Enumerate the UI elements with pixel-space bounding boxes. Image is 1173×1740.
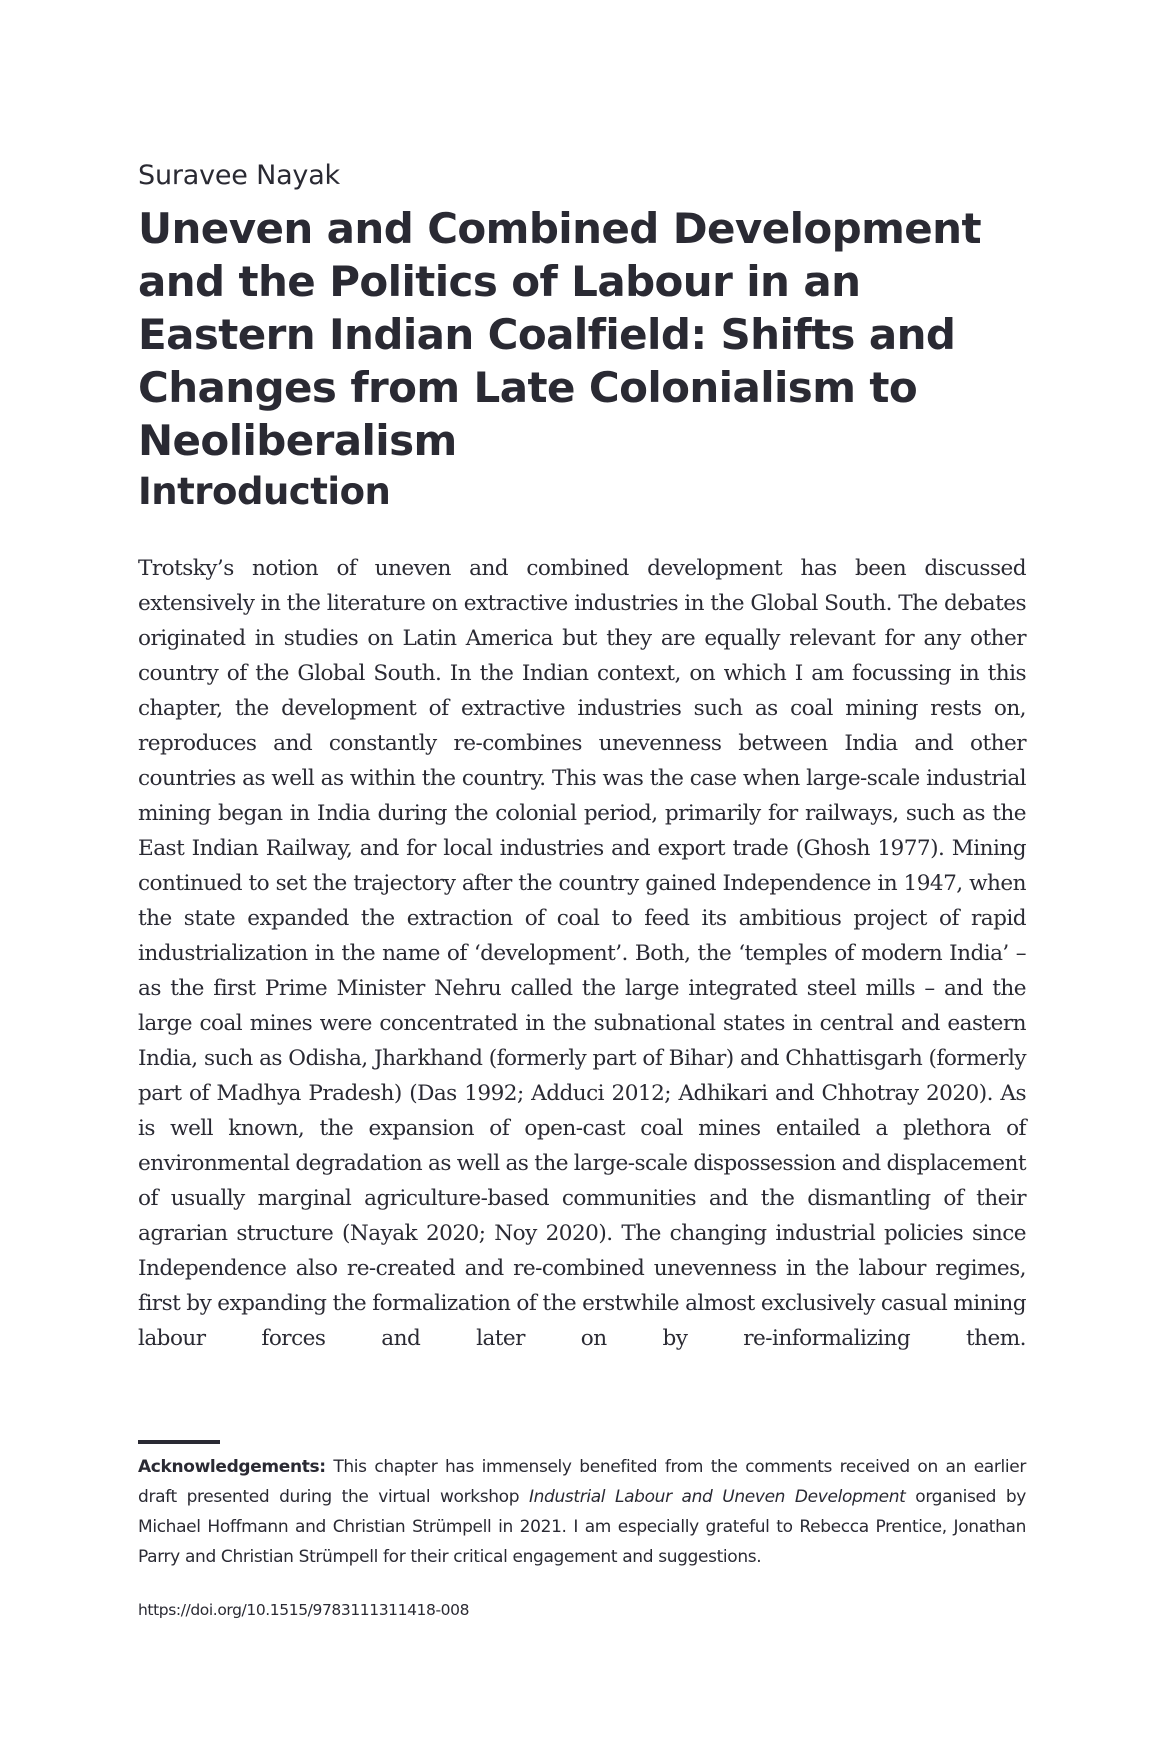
chapter-author: Suravee Nayak [138, 160, 340, 191]
footnote-workshop-title: Industrial Labour and Uneven Development [528, 1487, 906, 1507]
body-paragraph: Trotsky’s notion of uneven and combined development has been discussed extensively in the literature on extractive industries in the Global South. The debates originated in studies on Latin America but they are equally relevant for any other country of the Global South. In the Indian context, on which I am focussing in this chapter, the development of extractive industries such as coal mining rests on, reproduces and constantly re-combines unevenness between India and other countries as well as within the country. This was the case when large-scale industrial mining began in India during the colonial period, primarily for railways, such as the East Indian Railway, and for local industries and export trade (Ghosh 1977). Mining continued to set the trajectory after the country gained Independence in 1947, when the state expanded the extraction of coal to feed its ambitious project of rapid industrialization in the name of ‘development’. Both, the ‘temples of modern India’ – as the first Prime Minister Nehru called the large integrated steel mills – and the large coal mines were concentrated in the subnational states in central and eastern India, such as Odisha, Jharkhand (formerly part of Bihar) and Chhattisgarh (formerly part of Madhya Pradesh) (Das 1992; Adduci 2012; Adhikari and Chhotray 2020). As is well known, the expansion of open-cast coal mines entailed a plethora of environmental degradation as well as the large-scale dispossession and displacement of usually marginal agriculture-based communities and the dismantling of their agrarian structure (Nayak 2020; Noy 2020). The changing industrial policies since Independence also re-created and re-combined unevenness in the labour regimes, first by expanding the formalization of the erstwhile almost exclusively casual mining labour forces and later on by re-informalizing them. [138, 556, 1026, 1351]
chapter-title: Uneven and Combined Development and the Politics of Labour in an Eastern Indian Coalfield: Shifts and Changes from Late Colonialism to Neoliberalism [138, 204, 981, 465]
section-heading: Introduction [138, 470, 391, 513]
acknowledgements-footnote [138, 1452, 1026, 1572]
footnote-text-before: This chapter has immensely benefited from the comments received on an earlier draft presented during the virtual workshop [138, 1457, 1026, 1507]
footnote-text-after: organised by Michael Hoffmann and Christian Strümpell in 2021. I am especially grateful to Rebecca Prentice, Jonathan Parry and Christian Strümpell for their critical engagement and suggestions. [138, 1487, 1026, 1567]
doi-link[interactable]: https://doi.org/10.1515/9783111311418-008 [138, 1601, 470, 1619]
footnote-divider [138, 1440, 220, 1444]
footnote-label: Acknowledgements: [138, 1457, 326, 1477]
